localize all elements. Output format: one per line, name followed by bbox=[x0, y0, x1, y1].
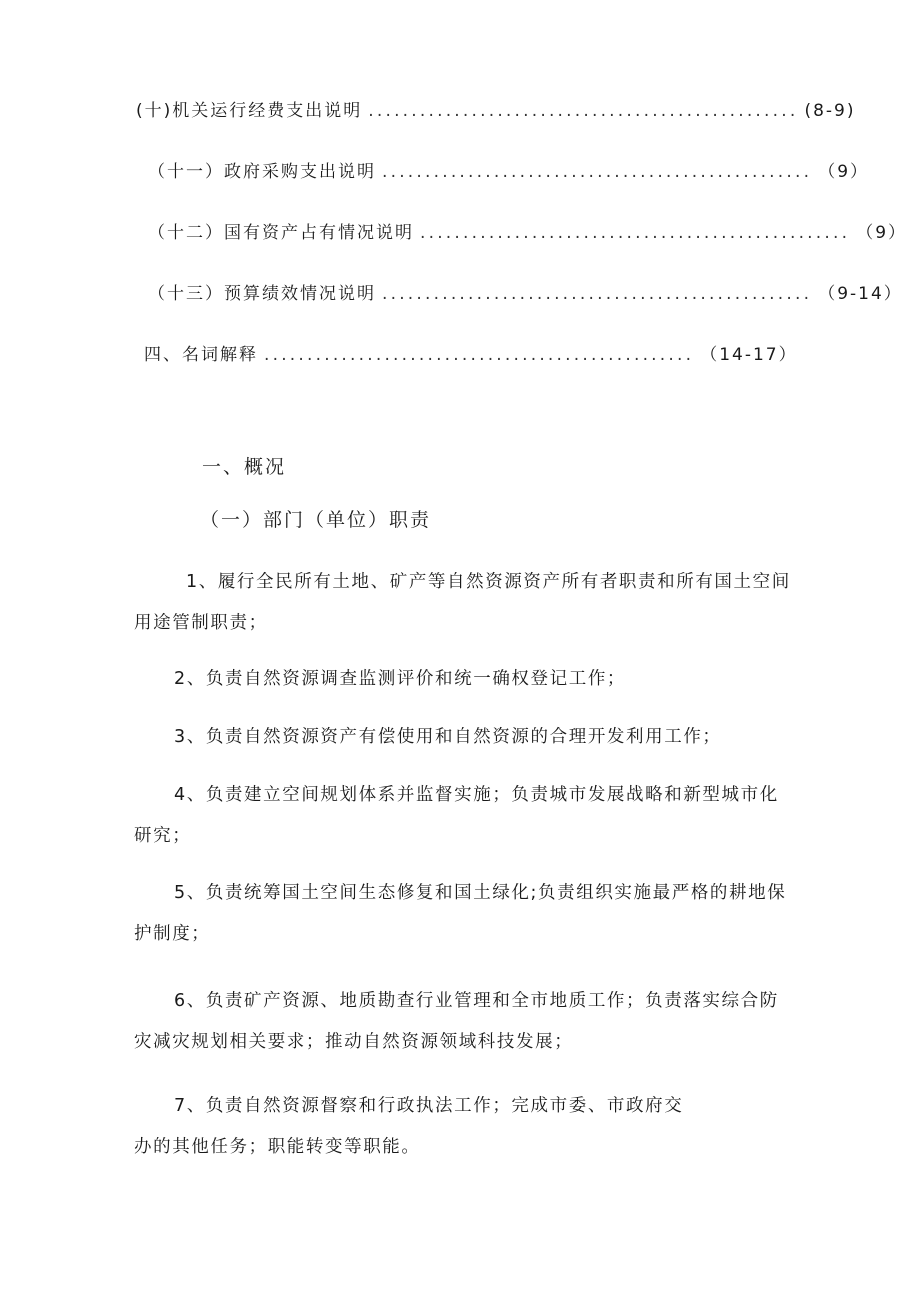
duty-paragraph: 6、负责矿产资源、地质勘查行业管理和全市地质工作；负责落实综合防灾减灾规划相关要求；推动自然资源领域科技发展； bbox=[134, 991, 779, 1052]
toc-entry-page: （9） bbox=[818, 162, 870, 182]
duty-paragraph: 2、负责自然资源调查监测评价和统一确权登记工作； bbox=[174, 669, 627, 689]
toc-entry[interactable] bbox=[144, 340, 798, 366]
toc-entry[interactable] bbox=[148, 218, 908, 244]
duty-paragraph: 3、负责自然资源资产有偿使用和自然资源的合理开发利用工作； bbox=[174, 727, 722, 747]
toc-entry-label: （十三）预算绩效情况说明 bbox=[148, 284, 376, 304]
toc-dot-leader: .................................................. bbox=[382, 162, 813, 182]
toc-entry-label: （十二）国有资产占有情况说明 bbox=[148, 223, 414, 243]
toc-dot-leader: .................................................. bbox=[420, 223, 851, 243]
section-subtitle: （一）部门（单位）职责 bbox=[200, 509, 432, 531]
toc-entry[interactable] bbox=[136, 96, 856, 122]
toc-entry-page: (8-9) bbox=[804, 101, 856, 121]
toc-dot-leader: .................................................. bbox=[264, 345, 695, 365]
toc-entry-page: （14-17） bbox=[700, 345, 798, 365]
toc-entry-page: （9） bbox=[856, 223, 908, 243]
toc-entry[interactable] bbox=[148, 157, 870, 183]
toc-entry-page: （9-14） bbox=[818, 284, 903, 304]
toc-dot-leader: .................................................. bbox=[382, 284, 813, 304]
toc-entry-label: (十)机关运行经费支出说明 bbox=[136, 101, 363, 121]
duty-paragraph: 7、负责自然资源督察和行政执法工作；完成市委、市政府交办的其他任务；职能转变等职能。 bbox=[134, 1096, 684, 1157]
section-title: 一、概况 bbox=[202, 456, 287, 478]
duty-paragraph: 5、负责统筹国土空间生态修复和国土绿化;负责组织实施最严格的耕地保护制度； bbox=[134, 883, 787, 944]
toc-entry-label: 四、名词解释 bbox=[144, 345, 258, 365]
duty-paragraph: 4、负责建立空间规划体系并监督实施；负责城市发展战略和新型城市化研究； bbox=[134, 785, 779, 846]
toc-dot-leader: .................................................. bbox=[368, 101, 799, 121]
toc-entry[interactable] bbox=[148, 279, 903, 305]
toc-entry-label: （十一）政府采购支出说明 bbox=[148, 162, 376, 182]
duty-paragraph: 1、履行全民所有土地、矿产等自然资源资产所有者职责和所有国土空间用途管制职责； bbox=[134, 572, 791, 633]
